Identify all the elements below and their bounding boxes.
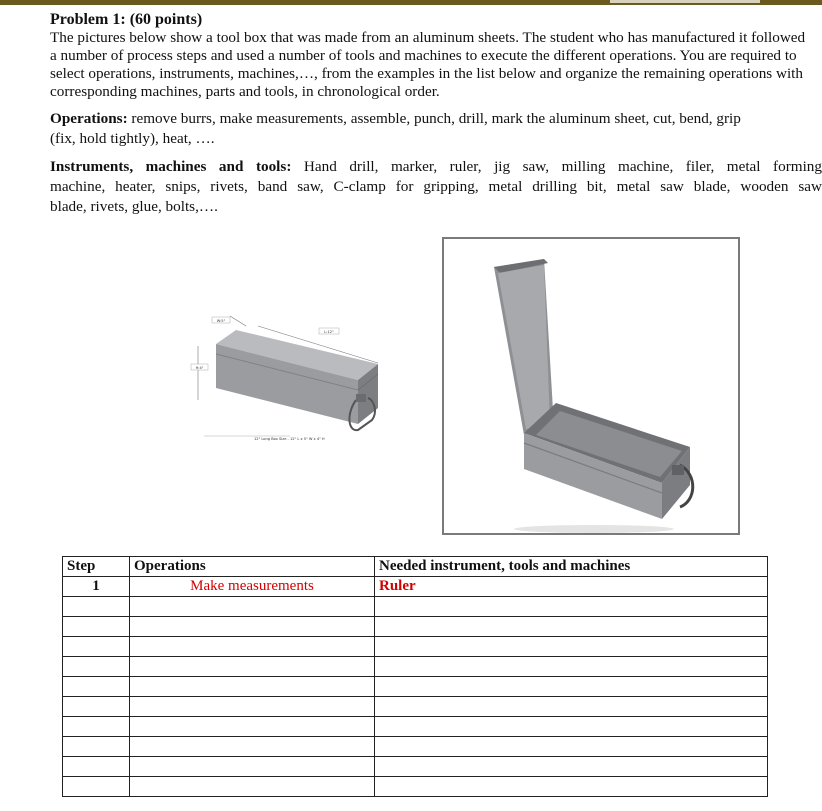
- instrument-cell[interactable]: [375, 617, 768, 637]
- instruments-list-line-2: machine, heater, snips, rivets, band saw, C-clamp for gripping, metal drilling bit, metal saw blade, wooden saw: [50, 178, 822, 195]
- intro-line-1: The pictures below show a tool box that was made from an aluminum sheets. The student who has manufactured it followed: [50, 29, 806, 46]
- header-step: Step: [63, 557, 130, 577]
- header-instruments: Needed instrument, tools and machines: [375, 557, 768, 577]
- table-row: [63, 717, 768, 737]
- instruments-section: [50, 157, 822, 217]
- table-row: [63, 757, 768, 777]
- operations-label: Operations:: [50, 110, 128, 127]
- table-header-row: [63, 557, 768, 577]
- document-body: [50, 10, 822, 217]
- instrument-cell[interactable]: [375, 737, 768, 757]
- step-number-cell[interactable]: [63, 637, 130, 657]
- instrument-cell[interactable]: [375, 717, 768, 737]
- step-number-cell[interactable]: [63, 717, 130, 737]
- instrument-cell[interactable]: [375, 657, 768, 677]
- step-number-cell[interactable]: [63, 737, 130, 757]
- table-row: [63, 617, 768, 637]
- operation-cell[interactable]: [130, 657, 375, 677]
- operation-cell[interactable]: [130, 777, 375, 797]
- operation-cell[interactable]: [130, 697, 375, 717]
- operation-cell[interactable]: [130, 717, 375, 737]
- operation-cell[interactable]: [130, 597, 375, 617]
- instrument-cell[interactable]: Ruler: [375, 577, 768, 597]
- intro-line-3: select operations, instruments, machines,…, from the examples in the list below and organize the remaining operations with: [50, 65, 803, 82]
- intro-line-4: corresponding machines, parts and tools, in chronological order.: [50, 83, 440, 100]
- step-number-cell[interactable]: [63, 757, 130, 777]
- document-top-border: [0, 0, 822, 5]
- open-toolbox-drawing: [444, 239, 738, 533]
- instruments-label: Instruments, machines and tools:: [50, 158, 292, 175]
- table-row: [63, 657, 768, 677]
- open-toolbox-figure: [442, 237, 740, 535]
- intro-line-2: a number of process steps and used a number of tools and machines to execute the different operations. You are required to: [50, 47, 797, 64]
- table-row: [63, 777, 768, 797]
- process-steps-table: [62, 556, 768, 797]
- table-row: [63, 597, 768, 617]
- operations-list-line-2: (fix, hold tightly), heat, ….: [50, 130, 215, 147]
- instrument-cell[interactable]: [375, 677, 768, 697]
- step-number-cell[interactable]: [63, 597, 130, 617]
- table-row: [63, 637, 768, 657]
- step-number-cell[interactable]: [63, 677, 130, 697]
- operation-cell[interactable]: [130, 677, 375, 697]
- ruler-tab: [610, 0, 760, 3]
- operation-cell[interactable]: [130, 757, 375, 777]
- problem-title: Problem 1: (60 points): [50, 11, 203, 28]
- operations-list-line-1: remove burrs, make measurements, assemble, punch, drill, mark the aluminum sheet, cut, bend, grip: [127, 110, 741, 127]
- height-dimension-label: H:4": [195, 366, 204, 370]
- instruments-list-line-3: blade, rivets, glue, bolts,….: [50, 198, 218, 215]
- length-dimension-label: L:12": [324, 330, 334, 334]
- operation-cell[interactable]: Make measurements: [130, 577, 375, 597]
- width-dimension-label: W:5": [216, 319, 226, 323]
- step-number-cell[interactable]: [63, 697, 130, 717]
- instrument-cell[interactable]: [375, 597, 768, 617]
- operation-cell[interactable]: [130, 737, 375, 757]
- box-size-caption: 12" Long Box Size - 12" L x 5" W x 4" H: [254, 437, 325, 441]
- operations-section: [50, 109, 822, 149]
- step-number-cell[interactable]: 1: [63, 577, 130, 597]
- step-number-cell[interactable]: [63, 777, 130, 797]
- table-row: [63, 697, 768, 717]
- closed-toolbox-figure: [188, 308, 398, 458]
- instrument-cell[interactable]: [375, 757, 768, 777]
- instrument-cell[interactable]: [375, 637, 768, 657]
- intro-paragraph: [50, 29, 822, 101]
- table-row: [63, 737, 768, 757]
- operation-cell[interactable]: [130, 637, 375, 657]
- operation-cell[interactable]: [130, 617, 375, 637]
- table-row: [63, 677, 768, 697]
- instruments-list-line-1: Hand drill, marker, ruler, jig saw, milling machine, filer, metal forming: [291, 158, 822, 175]
- table-row: [63, 577, 768, 597]
- step-number-cell[interactable]: [63, 617, 130, 637]
- step-number-cell[interactable]: [63, 657, 130, 677]
- instrument-cell[interactable]: [375, 697, 768, 717]
- instrument-cell[interactable]: [375, 777, 768, 797]
- header-operations: Operations: [130, 557, 375, 577]
